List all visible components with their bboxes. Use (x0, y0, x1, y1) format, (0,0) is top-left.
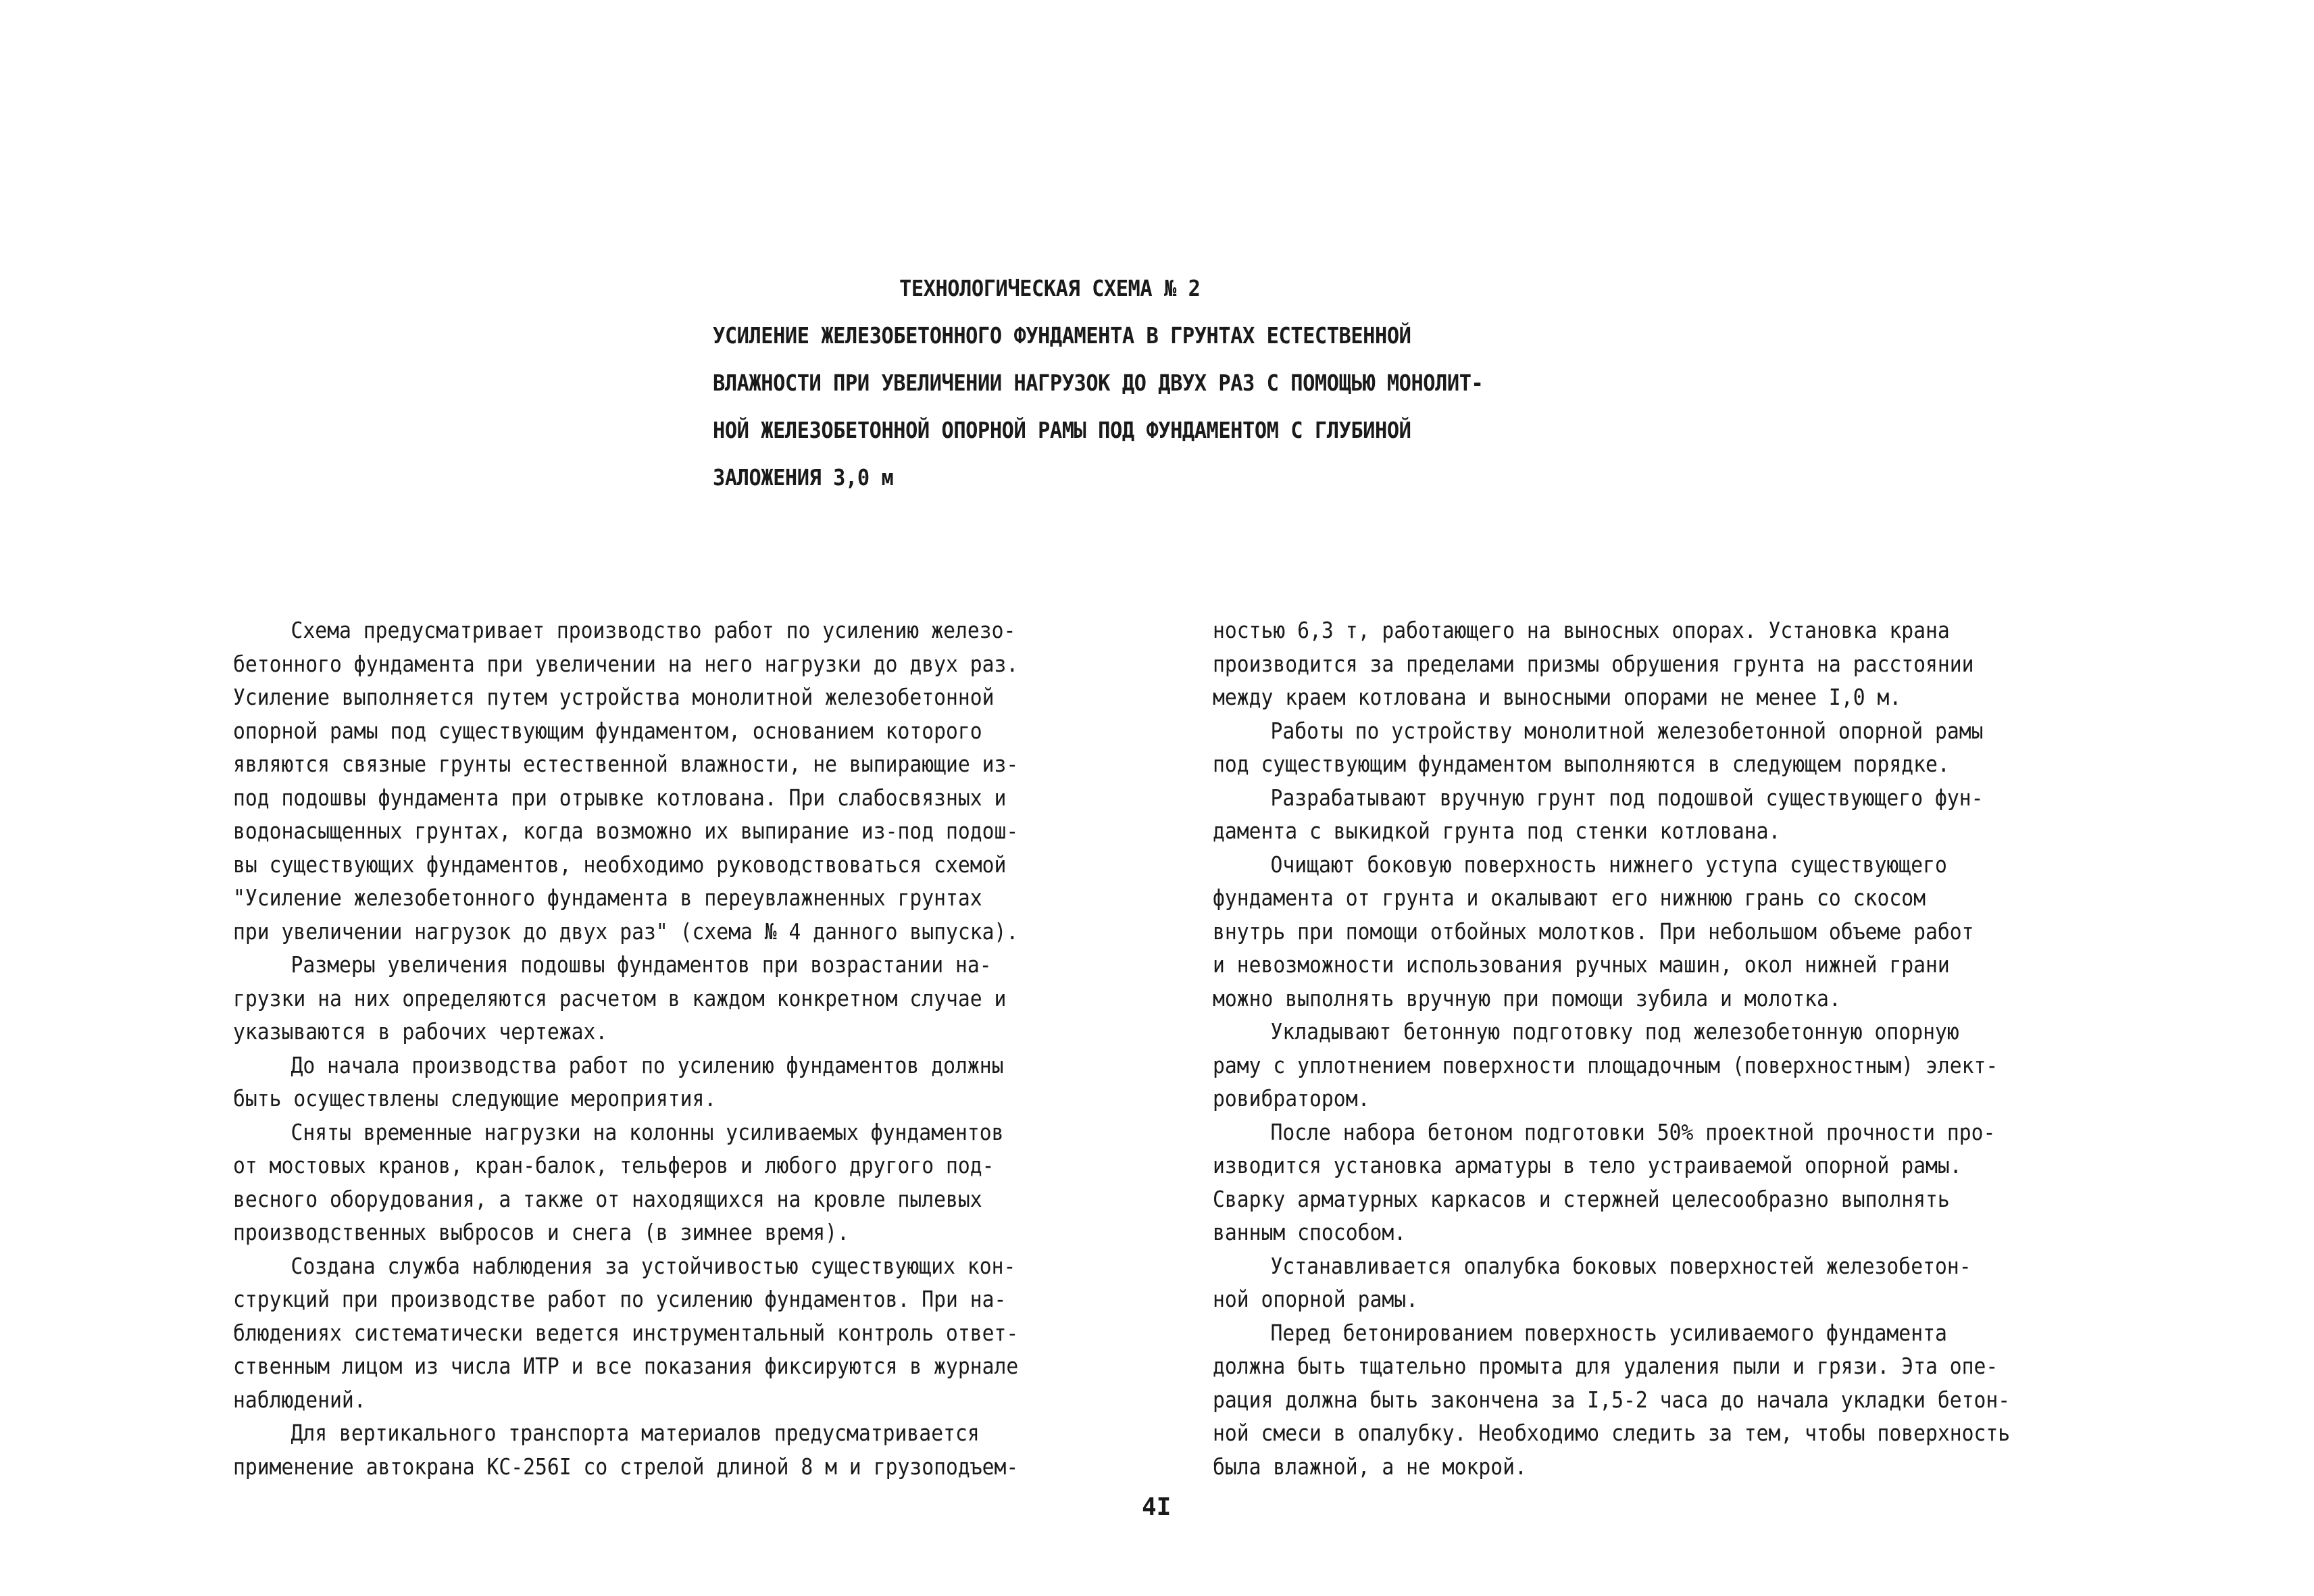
text-line: изводится установка арматуры в тело устраиваемой опорной рамы. (1213, 1152, 1962, 1178)
title-line: ВЛАЖНОСТИ ПРИ УВЕЛИЧЕНИИ НАГРУЗОК ДО ДВУХ РАЗ С ПОМОЩЬЮ МОНОЛИТ- (713, 370, 1484, 396)
text-line: ностью 6,3 т, работающего на выносных опорах. Установка крана (1213, 617, 1950, 643)
text-line: Усиление выполняется путем устройства монолитной железобетонной (233, 684, 995, 710)
page-number: 4I (1142, 1493, 1172, 1521)
text-line: должна быть тщательно промыта для удаления пыли и грязи. Эта опе- (1213, 1353, 1998, 1379)
title-line: ЗАЛОЖЕНИЯ 3,0 м (713, 464, 894, 491)
text-line: Сняты временные нагрузки на колонны усиливаемых фундаментов (291, 1118, 1004, 1145)
title-line: УСИЛЕНИЕ ЖЕЛЕЗОБЕТОННОГО ФУНДАМЕНТА В ГРУНТАХ ЕСТЕСТВЕННОЙ (713, 322, 1411, 349)
text-line: и невозможности использования ручных машин, окол нижней грани (1213, 951, 1950, 978)
text-line: под подошвы фундамента при отрывке котлована. При слабосвязных и (233, 784, 1007, 811)
text-line: Создана служба наблюдения за устойчивостью существующих кон- (291, 1252, 1016, 1279)
text-line: можно выполнять вручную при помощи зубила и молотка. (1213, 984, 1841, 1012)
text-line: ванным способом. (1213, 1219, 1407, 1245)
text-line: Сварку арматурных каркасов и стержней целесообразно выполнять (1213, 1185, 1950, 1212)
text-line: До начала производства работ по усилению фундаментов должны (291, 1051, 1004, 1078)
text-line: Размеры увеличения подошвы фундаментов при возрастании на- (291, 951, 992, 978)
text-line: была влажной, а не мокрой. (1213, 1453, 1527, 1480)
text-line: весного оборудования, а также от находящихся на кровле пылевых (233, 1185, 982, 1212)
text-line: применение автокрана КС-256I со стрелой длиной 8 м и грузоподъем- (233, 1453, 1019, 1480)
text-line: ственным лицом из числа ИТР и все показания фиксируются в журнале (233, 1353, 1019, 1379)
text-line: фундамента от грунта и окалывают его нижнюю грань со скосом (1213, 884, 1926, 911)
text-line: струкций при производстве работ по усилению фундаментов. При на- (233, 1286, 1007, 1312)
text-line: рация должна быть закончена за I,5-2 часа до начала укладки бетон- (1213, 1386, 2011, 1413)
text-line: Работы по устройству монолитной железобетонной опорной рамы (1270, 717, 1984, 744)
text-line: между краем котлована и выносными опорами не менее I,0 м. (1213, 684, 1902, 710)
text-line: производится за пределами призмы обрушения грунта на расстоянии (1213, 650, 1974, 677)
text-line: "Усиление железобетонного фундамента в переувлажненных грунтах (233, 884, 982, 911)
text-line: ной смеси в опалубку. Необходимо следить за тем, чтобы поверхность (1213, 1420, 2011, 1446)
text-line: внутрь при помощи отбойных молотков. При небольшом объеме работ (1213, 918, 1974, 945)
text-line: вы существующих фундаментов, необходимо руководствоваться схемой (233, 851, 1007, 878)
text-line: Схема предусматривает производство работ по усилению железо- (291, 617, 1016, 643)
text-line: наблюдений. (233, 1386, 366, 1413)
text-line: раму с уплотнением поверхности площадочным (поверхностным) элект- (1213, 1051, 1998, 1078)
text-line: от мостовых кранов, кран-балок, тельферов и любого другого под- (233, 1152, 995, 1178)
scheme-heading: ТЕХНОЛОГИЧЕСКАЯ СХЕМА № 2 (899, 275, 1201, 301)
text-line: Укладывают бетонную подготовку под железобетонную опорную (1270, 1018, 1959, 1045)
text-line: при увеличении нагрузок до двух раз" (схема № 4 данного выпуска). (233, 918, 1019, 945)
title-block (713, 265, 1672, 501)
text-line: дамента с выкидкой грунта под стенки котлована. (1213, 818, 1781, 844)
right-text-column (1213, 614, 2132, 1483)
text-line: ной опорной рамы. (1213, 1286, 1418, 1312)
text-line: грузки на них определяются расчетом в каждом конкретном случае и (233, 984, 1007, 1012)
left-text-column (233, 614, 1152, 1483)
text-line: Для вертикального транспорта материалов предусматривается (291, 1420, 980, 1446)
text-line: бетонного фундамента при увеличении на него нагрузки до двух раз. (233, 650, 1019, 677)
text-line: производственных выбросов и снега (в зимнее время). (233, 1219, 849, 1245)
title-line: НОЙ ЖЕЛЕЗОБЕТОННОЙ ОПОРНОЙ РАМЫ ПОД ФУНДАМЕНТОМ С ГЛУБИНОЙ (713, 417, 1411, 443)
text-line: Разрабатывают вручную грунт под подошвой существующего фун- (1270, 784, 1984, 811)
text-line: указываются в рабочих чертежах. (233, 1018, 608, 1045)
text-line: Очищают боковую поверхность нижнего уступа существующего (1270, 851, 1947, 878)
text-line: Устанавливается опалубка боковых поверхностей железобетон- (1270, 1252, 1971, 1279)
text-line: Перед бетонированием поверхность усиливаемого фундамента (1270, 1319, 1947, 1346)
text-line: опорной рамы под существующим фундаментом, основанием которого (233, 717, 982, 744)
text-line: блюдениях систематически ведется инструментальный контроль ответ- (233, 1319, 1019, 1346)
text-line: под существующим фундаментом выполняются в следующем порядке. (1213, 751, 1950, 777)
text-line: После набора бетоном подготовки 50% проектной прочности про- (1270, 1118, 1996, 1145)
text-line: являются связные грунты естественной влажности, не выпирающие из- (233, 751, 1019, 777)
text-line: быть осуществлены следующие мероприятия. (233, 1085, 717, 1112)
text-line: ровибратором. (1213, 1085, 1370, 1112)
text-line: водонасыщенных грунтах, когда возможно их выпирание из-под подош- (233, 818, 1019, 844)
